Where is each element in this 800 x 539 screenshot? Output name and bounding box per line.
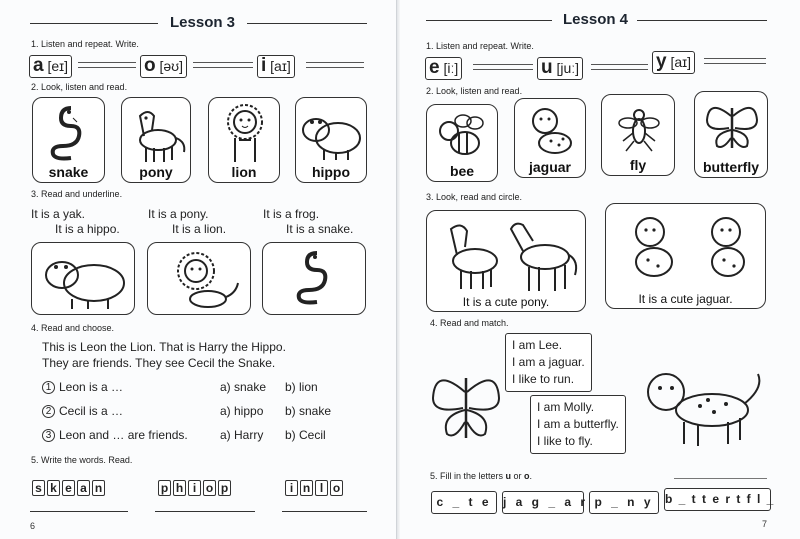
- lesson-title: Lesson 4: [563, 11, 629, 28]
- lesson-title: Lesson 3: [170, 14, 236, 31]
- question: 1 Leon is a …: [42, 380, 123, 394]
- lion-icon: [148, 243, 251, 315]
- sound-box-e: e [iː]: [425, 57, 462, 80]
- task3-label: 3. Read and underline.: [31, 189, 123, 199]
- word-card-lion: [208, 97, 280, 183]
- title-rule-left: [30, 23, 158, 24]
- card-word: fly: [629, 157, 647, 173]
- scrambled-word: i n l o: [285, 479, 345, 497]
- option-a[interactable]: a) hippo: [220, 404, 264, 418]
- snake-icon: [33, 98, 105, 168]
- sentence[interactable]: It is a snake.: [286, 222, 354, 236]
- sentence[interactable]: It is a hippo.: [55, 222, 120, 236]
- task5-label: 5. Fill in the letters u or o.: [430, 471, 533, 481]
- title-rule-right: [247, 23, 367, 24]
- option-a[interactable]: a) Harry: [220, 428, 264, 442]
- sentence[interactable]: It is a frog.: [263, 207, 320, 221]
- butterfly-icon: [695, 92, 768, 160]
- card-word: hippo: [311, 164, 351, 180]
- pony-icon: [122, 98, 191, 168]
- fill-word-box[interactable]: b _ t t e r t f l _: [664, 488, 771, 511]
- answer-line[interactable]: [30, 511, 128, 512]
- task4-label: 4. Read and choose.: [31, 323, 115, 333]
- writing-line[interactable]: [473, 64, 533, 70]
- writing-line[interactable]: [78, 62, 136, 68]
- option-b[interactable]: b) Cecil: [285, 428, 326, 442]
- speech-bubble-lee[interactable]: I am Lee. I am a jaguar. I like to run.: [505, 333, 592, 392]
- panel-caption: It is a cute pony.: [462, 295, 550, 309]
- writing-line[interactable]: [704, 58, 766, 64]
- option-a[interactable]: a) snake: [220, 380, 267, 394]
- title-rule-left: [426, 20, 552, 21]
- task2-label: 2. Look, listen and read.: [426, 86, 523, 96]
- panel-caption: It is a cute jaguar.: [638, 292, 733, 306]
- answer-line[interactable]: [282, 511, 367, 512]
- right-page: [400, 0, 800, 539]
- sound-box-a: a [eɪ]: [29, 55, 72, 78]
- hippo-icon: [32, 243, 135, 315]
- page-number: 6: [30, 521, 36, 531]
- card-word: bee: [449, 163, 475, 179]
- lion-icon: [209, 98, 280, 168]
- card-word: snake: [48, 164, 89, 180]
- picture-frame: [262, 242, 366, 315]
- picture-panel-jaguar[interactable]: [605, 203, 766, 309]
- option-b[interactable]: b) lion: [285, 380, 318, 394]
- word-card-pony: [121, 97, 191, 183]
- card-word: butterfly: [703, 159, 759, 175]
- scrambled-word: p h i o p: [158, 479, 233, 497]
- writing-line[interactable]: [591, 64, 648, 70]
- task5-label: 5. Write the words. Read.: [31, 455, 133, 465]
- question: 2 Cecil is a …: [42, 404, 123, 418]
- picture-frame: [147, 242, 251, 315]
- sound-box-u: u [juː]: [537, 57, 583, 80]
- butterfly-icon[interactable]: [430, 358, 502, 454]
- card-word: jaguar: [528, 159, 571, 175]
- fill-word-box[interactable]: c _ t e: [431, 491, 497, 514]
- jaguar-icon: [515, 99, 586, 163]
- fill-word-box[interactable]: p _ n y: [589, 491, 659, 514]
- snake-icon: [263, 243, 366, 315]
- writing-line[interactable]: [193, 62, 253, 68]
- question: 3 Leon and … are friends.: [42, 428, 188, 442]
- scrambled-word: s k e a n: [32, 479, 107, 497]
- answer-line[interactable]: [155, 511, 255, 512]
- task1-label: 1. Listen and repeat. Write.: [31, 39, 139, 49]
- fly-icon: [602, 95, 675, 161]
- sentence[interactable]: It is a pony.: [148, 207, 209, 221]
- divider: [674, 478, 767, 479]
- left-page: [0, 0, 397, 539]
- title-rule-right: [637, 20, 767, 21]
- task3-label: 3. Look, read and circle.: [426, 192, 523, 202]
- word-card-jaguar: [514, 98, 586, 178]
- card-word: lion: [231, 164, 257, 180]
- reading-text: They are friends. They see Cecil the Snake.: [42, 356, 276, 370]
- sound-box-o: o [əʊ]: [140, 55, 187, 78]
- picture-panel-pony[interactable]: [426, 210, 586, 312]
- sentence[interactable]: It is a yak.: [31, 207, 86, 221]
- jaguar-icon[interactable]: [640, 364, 770, 452]
- card-word: pony: [139, 164, 173, 180]
- jaguar-cubs-icon: [606, 204, 766, 292]
- word-card-snake: [32, 97, 105, 183]
- sentence[interactable]: It is a lion.: [172, 222, 227, 236]
- task1-label: 1. Listen and repeat. Write.: [426, 41, 534, 51]
- task4-label: 4. Read and match.: [430, 318, 509, 328]
- word-card-butterfly: [694, 91, 768, 178]
- bee-icon: [427, 105, 498, 167]
- pony-and-horse-icon: [427, 211, 586, 295]
- word-card-bee: [426, 104, 498, 182]
- sound-box-i: i [aɪ]: [257, 55, 295, 78]
- hippo-icon: [296, 98, 367, 168]
- task2-label: 2. Look, listen and read.: [31, 82, 128, 92]
- fill-word-box[interactable]: j a g _ a r: [502, 491, 584, 514]
- writing-line[interactable]: [306, 62, 364, 68]
- option-b[interactable]: b) snake: [285, 404, 332, 418]
- picture-frame: [31, 242, 135, 315]
- speech-bubble-molly[interactable]: I am Molly. I am a butterfly. I like to fly.: [530, 395, 626, 454]
- word-card-fly: [601, 94, 675, 176]
- sound-box-y: y [aɪ]: [652, 51, 695, 74]
- word-card-hippo: [295, 97, 367, 183]
- page-number: 7: [762, 519, 768, 529]
- reading-text: This is Leon the Lion. That is Harry the Hippo.: [42, 340, 286, 354]
